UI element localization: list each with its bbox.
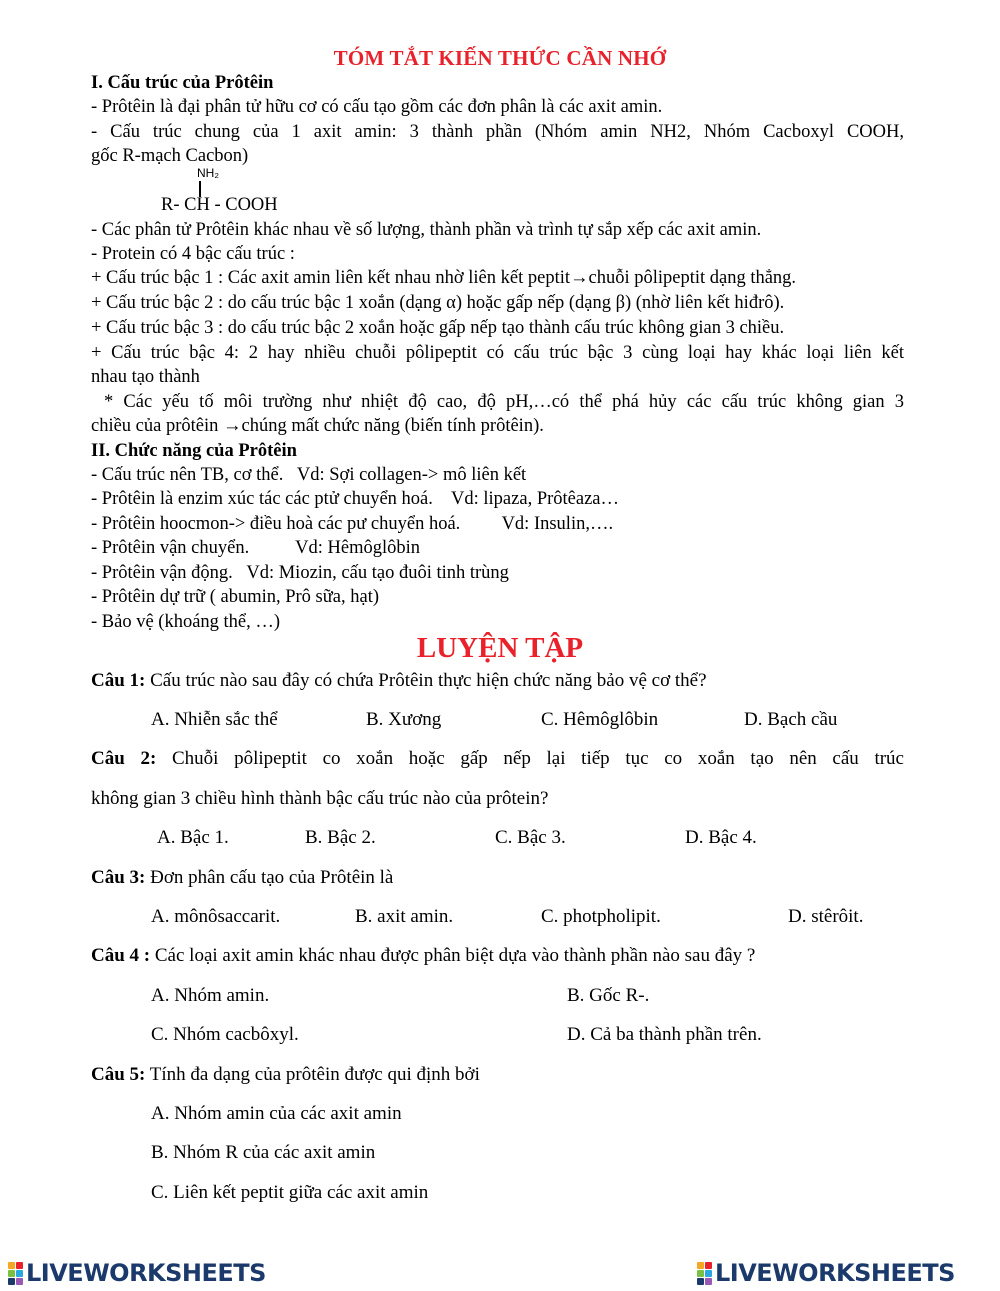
question-1-text: Cấu trúc nào sau đây có chứa Prôtêin thực hiện chức năng bảo vệ cơ thể? xyxy=(145,670,707,691)
question-3-option-d[interactable]: D. stêrôit. xyxy=(788,906,864,927)
liveworksheets-mark-icon xyxy=(697,1262,712,1285)
liveworksheets-mark-icon xyxy=(8,1262,23,1285)
section-1-line-2b: gốc R-mạch Cacbon) xyxy=(91,146,249,166)
function-7: - Bảo vệ (khoáng thể, …) xyxy=(91,612,281,632)
question-2-option-c[interactable]: C. Bậc 3. xyxy=(495,827,566,848)
amino-acid-formula: R- CH - COOH xyxy=(161,195,278,215)
summary-title: TÓM TẮT KIẾN THỨC CẦN NHỚ xyxy=(333,46,667,70)
question-1 xyxy=(91,670,707,692)
question-3-label: Câu 3: xyxy=(91,867,146,888)
formula-amine-group: NH₂ xyxy=(197,166,219,180)
liveworksheets-wordmark: LIVEWORKSHEETS xyxy=(715,1259,955,1287)
liveworksheets-logo-left[interactable] xyxy=(8,1260,266,1286)
question-2-option-b[interactable]: B. Bậc 2. xyxy=(305,827,376,848)
function-4: - Prôtêin vận chuyển. Vd: Hêmôglôbin xyxy=(91,538,421,558)
question-2-text-b: không gian 3 chiều hình thành bậc cấu trúc nào của prôtein? xyxy=(91,788,549,809)
question-5-option-c[interactable]: C. Liên kết peptit giữa các axit amin xyxy=(151,1182,429,1203)
question-4-option-b[interactable]: B. Gốc R-. xyxy=(567,985,650,1006)
question-5-option-a[interactable]: A. Nhóm amin của các axit amin xyxy=(151,1103,402,1124)
question-4-label: Câu 4 : xyxy=(91,945,151,966)
question-2-option-a[interactable]: A. Bậc 1. xyxy=(157,827,229,848)
question-4-option-a[interactable]: A. Nhóm amin. xyxy=(151,985,270,1006)
question-2-option-d[interactable]: D. Bậc 4. xyxy=(685,827,757,848)
question-3 xyxy=(91,867,393,889)
question-1-option-d[interactable]: D. Bạch cầu xyxy=(744,709,838,730)
function-6: - Prôtêin dự trữ ( abumin, Prô sữa, hạt) xyxy=(91,587,380,607)
section-1-line-1: - Prôtêin là đại phân tử hữu cơ có cấu tạo gồm các đơn phân là các axit amin. xyxy=(91,97,663,117)
section-1-line-3: - Các phân tử Prôtêin khác nhau về số lượng, thành phần và trình tự sắp xếp các axit amin. xyxy=(91,220,762,240)
question-3-text: Đơn phân cấu tạo của Prôtêin là xyxy=(145,867,394,888)
question-4 xyxy=(91,945,755,967)
question-5-label: Câu 5: xyxy=(91,1064,146,1085)
structure-level-1: + Cấu trúc bậc 1 : Các axit amin liên kết nhau nhờ liên kết peptit→chuỗi pôlipeptit dạng thẳng. xyxy=(91,268,797,288)
section-1-line-2a: - Cấu trúc chung của 1 axit amin: 3 thành phần (Nhóm amin NH2, Nhóm Cacboxyl COOH, xyxy=(91,122,904,142)
function-5: - Prôtêin vận động. Vd: Miozin, cấu tạo đuôi tinh trùng xyxy=(91,563,509,583)
function-2: - Prôtêin là enzim xúc tác các ptử chuyển hoá. Vd: lipaza, Prôtêaza… xyxy=(91,489,619,509)
question-1-option-b[interactable]: B. Xương xyxy=(366,709,442,730)
structure-level-2: + Cấu trúc bậc 2 : do cấu trúc bậc 1 xoắn (dạng α) hoặc gấp nếp (dạng β) (nhờ liên kết hiđrô). xyxy=(91,293,785,313)
structure-level-3: + Cấu trúc bậc 3 : do cấu trúc bậc 2 xoắn hoặc gấp nếp tạo thành cấu trúc không gian 3 chiều. xyxy=(91,318,785,338)
structure-level-4b: nhau tạo thành xyxy=(91,367,200,387)
question-2-text-a: Chuỗi pôlipeptit co xoắn hoặc gấp nếp lại tiếp tục co xoắn tạo nên cấu trúc xyxy=(156,748,904,769)
denaturation-note-b: chiều của prôtêin →chúng mất chức năng (biến tính prôtêin). xyxy=(91,416,544,436)
question-2 xyxy=(91,748,904,770)
question-5-text: Tính đa dạng của prôtêin được qui định bởi xyxy=(145,1064,480,1085)
question-3-option-b[interactable]: B. axit amin. xyxy=(355,906,454,927)
question-5 xyxy=(91,1064,480,1086)
liveworksheets-wordmark: LIVEWORKSHEETS xyxy=(26,1259,266,1287)
function-3: - Prôtêin hoocmon-> điều hoà các pư chuyển hoá. Vd: Insulin,…. xyxy=(91,514,614,534)
section-2-heading: II. Chức năng của Prôtêin xyxy=(91,441,297,461)
structure-level-4a: + Cấu trúc bậc 4: 2 hay nhiều chuỗi pôlipeptit có cấu trúc bậc 3 cùng loại hay khác loại liên kết xyxy=(91,343,904,363)
question-4-text: Các loại axit amin khác nhau được phân biệt dựa vào thành phần nào sau đây ? xyxy=(150,945,756,966)
section-1-heading: I. Cấu trúc của Prôtêin xyxy=(91,73,274,93)
liveworksheets-logo-right[interactable] xyxy=(697,1260,955,1286)
question-1-option-c[interactable]: C. Hêmôglôbin xyxy=(541,709,659,730)
question-2-label: Câu 2: xyxy=(91,748,157,769)
section-1-line-4: - Protein có 4 bậc cấu trúc : xyxy=(91,244,295,264)
question-5-option-b[interactable]: B. Nhóm R của các axit amin xyxy=(151,1142,376,1163)
denaturation-note-a: * Các yếu tố môi trường như nhiệt độ cao, độ pH,…có thể phá hủy các cấu trúc không gian 3 xyxy=(104,392,904,412)
question-1-option-a[interactable]: A. Nhiễn sắc thể xyxy=(151,709,278,730)
question-4-option-c[interactable]: C. Nhóm cacbôxyl. xyxy=(151,1024,299,1045)
function-1: - Cấu trúc nên TB, cơ thể. Vd: Sợi collagen-> mô liên kết xyxy=(91,465,527,485)
question-1-label: Câu 1: xyxy=(91,670,146,691)
question-4-option-d[interactable]: D. Cả ba thành phần trên. xyxy=(567,1024,762,1045)
practice-title: LUYỆN TẬP xyxy=(416,632,584,664)
question-3-option-c[interactable]: C. photpholipit. xyxy=(541,906,661,927)
question-3-option-a[interactable]: A. mônôsaccarit. xyxy=(151,906,281,927)
